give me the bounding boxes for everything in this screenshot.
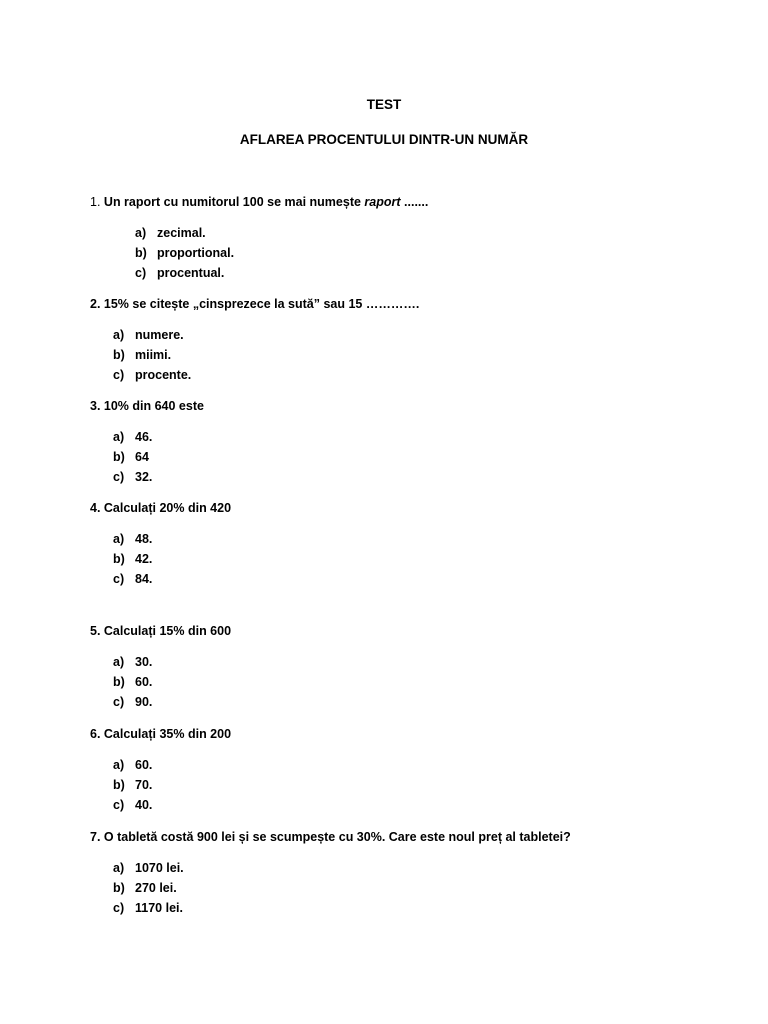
question-5-option-b [113, 675, 152, 690]
question-5-option-c [113, 695, 152, 710]
question-4: 4. Calculați 20% din 420 [90, 501, 232, 515]
option-letter: b) [113, 552, 125, 566]
option-text: 64 [135, 450, 149, 464]
document-subtitle: AFLAREA PROCENTULUI DINTR-UN NUMĂR [239, 132, 529, 147]
question-3-option-a [113, 430, 152, 445]
option-letter: a) [113, 655, 125, 669]
option-text: numere. [135, 328, 184, 342]
question-7-option-b [113, 881, 177, 896]
option-letter: c) [113, 368, 125, 382]
option-letter: c) [113, 470, 125, 484]
option-text: 42. [135, 552, 153, 566]
option-text: 46. [135, 430, 153, 444]
option-text: proportional. [157, 246, 235, 260]
option-text: zecimal. [157, 226, 206, 240]
option-letter: b) [113, 778, 125, 792]
question-2-option-a [113, 328, 184, 343]
question-6: 6. Calculați 35% din 200 [90, 727, 232, 741]
option-letter: b) [113, 450, 125, 464]
question-7: 7. O tabletă costă 900 lei și se scumpește cu 30%. Care este noul preț al tabletei? [90, 830, 571, 844]
option-text: 48. [135, 532, 153, 546]
option-letter: b) [113, 348, 125, 362]
option-letter: a) [113, 328, 125, 342]
option-text: 60. [135, 758, 153, 772]
option-letter: b) [135, 246, 147, 260]
option-letter: b) [113, 675, 125, 689]
option-text: procente. [135, 368, 192, 382]
question-2-option-c [113, 368, 191, 383]
option-letter: c) [113, 901, 125, 915]
option-letter: c) [113, 572, 125, 586]
option-letter: c) [135, 266, 147, 280]
question-3-option-b [113, 450, 149, 465]
question-5: 5. Calculați 15% din 600 [90, 624, 232, 638]
option-text: 1170 lei. [135, 901, 183, 915]
question-2-option-b [113, 348, 171, 363]
question-3: 3. 10% din 640 este [90, 399, 204, 413]
question-text-italic: raport [364, 195, 401, 209]
question-text-dots: ....... [404, 195, 429, 209]
option-letter: a) [135, 226, 147, 240]
question-3-option-c [113, 470, 152, 485]
option-text: 84. [135, 572, 153, 586]
option-text: 90. [135, 695, 153, 709]
option-letter: a) [113, 430, 125, 444]
option-text: 70. [135, 778, 153, 792]
option-text: 270 lei. [135, 881, 177, 895]
option-letter: a) [113, 532, 125, 546]
option-text: 60. [135, 675, 153, 689]
question-4-option-a [113, 532, 152, 547]
question-2: 2. 15% se citește „cinsprezece la sută” sau 15 …………. [90, 297, 420, 311]
question-1-option-c [135, 266, 224, 281]
option-letter: a) [113, 758, 125, 772]
question-1-option-b [135, 246, 234, 261]
question-1-option-a [135, 226, 206, 241]
question-5-option-a [113, 655, 152, 670]
question-7-option-c [113, 901, 183, 916]
option-letter: c) [113, 695, 125, 709]
question-4-option-c [113, 572, 152, 587]
question-text: Un raport cu numitorul 100 se mai numește [103, 195, 361, 209]
option-letter: a) [113, 861, 125, 875]
option-text: 32. [135, 470, 153, 484]
option-letter: c) [113, 798, 125, 812]
option-text: 30. [135, 655, 153, 669]
option-text: 40. [135, 798, 153, 812]
document-title: TEST [366, 97, 402, 112]
question-7-option-a [113, 861, 184, 876]
question-6-option-c [113, 798, 152, 813]
question-number: 1. [90, 195, 101, 209]
question-6-option-a [113, 758, 152, 773]
question-4-option-b [113, 552, 152, 567]
option-text: miimi. [135, 348, 172, 362]
option-text: procentual. [157, 266, 225, 280]
question-6-option-b [113, 778, 152, 793]
question-1 [90, 195, 428, 210]
option-text: 1070 lei. [135, 861, 184, 875]
option-letter: b) [113, 881, 125, 895]
